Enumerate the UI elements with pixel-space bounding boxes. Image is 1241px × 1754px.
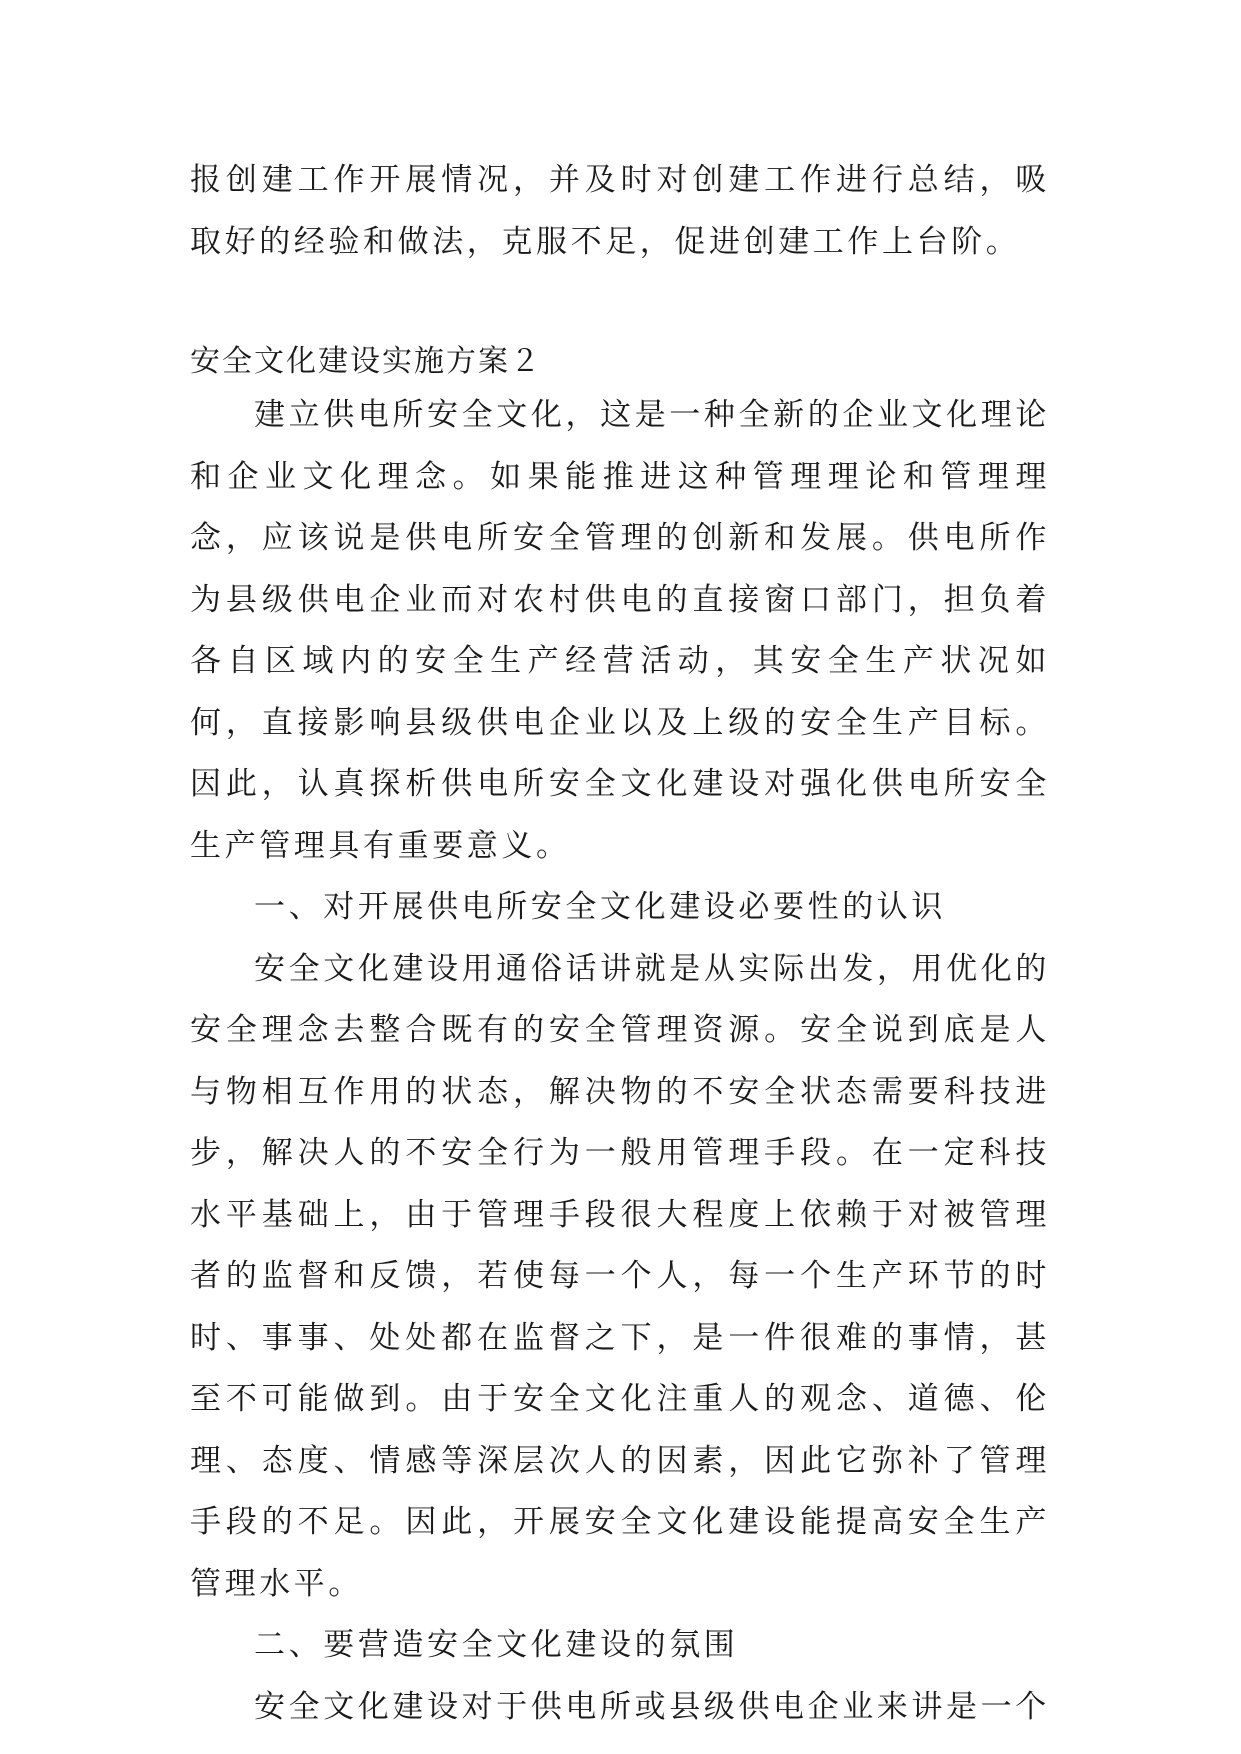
body-paragraph-necessity: 安全文化建设用通俗话讲就是从实际出发，用优化的安全理念去整合既有的安全管理资源。安全说到底是人与物相互作用的状态，解决物的不安全状态需要科技进步，解决人的不安全行为一般用管理手段。在一定科技水平基础上，由于管理手段很大程度上依赖于对被管理者的监督和反馈，若使每一个人，每一个生产环节的时时、事事、处处都在监督之下，是一件很难的事情，甚至不可能做到。由于安全文化注重人的观念、道德、伦理、态度、情感等深层次人的因素，因此它弥补了管理手段的不足。因此，开展安全文化建设能提高安全生产管理水平。 xyxy=(190,950,1050,1602)
section-heading-2: 二、要营造安全文化建设的氛围 xyxy=(254,1627,739,1663)
section-title: 安全文化建设实施方案２ xyxy=(190,344,542,379)
body-paragraph-intro: 建立供电所安全文化，这是一种全新的企业文化理论和企业文化理念。如果能推进这种管理理论和管理理念，应该说是供电所安全管理的创新和发展。供电所作为县级供电企业而对农村供电的直接窗口部门，担负着各自区域内的安全生产经营活动，其安全生产状况如何，直接影响县级供电企业以及上级的安全生产目标。因此，认真探析供电所安全文化建设对强化供电所安全生产管理具有重要意义。 xyxy=(190,397,1050,864)
body-paragraph-atmosphere: 安全文化建设对于供电所或县级供电企业来讲是一个 xyxy=(254,1688,1050,1725)
continuation-paragraph: 报创建工作开展情况，并及时对创建工作进行总结，吸取好的经验和做法，克服不足，促进创建工作上台阶。 xyxy=(190,162,1050,260)
document-body xyxy=(190,385,1050,1738)
section-heading-1: 一、对开展供电所安全文化建设必要性的认识 xyxy=(254,889,946,925)
